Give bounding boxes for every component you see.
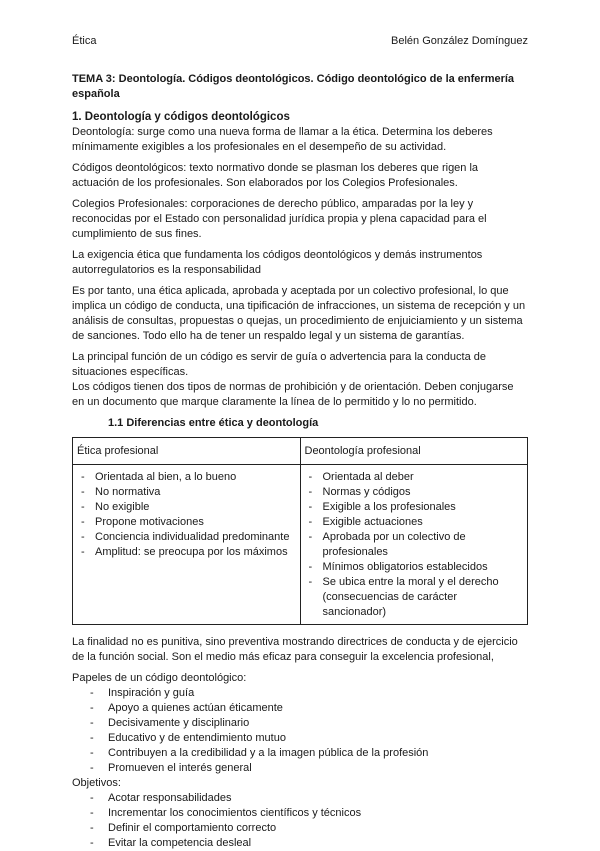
- list-item: - Contribuyen a la credibilidad y a la imagen pública de la profesión: [90, 746, 528, 761]
- list-item: - No normativa: [77, 485, 296, 500]
- list-item: - Mínimos obligatorios establecidos: [305, 560, 524, 575]
- list-item: - Acotar responsabilidades: [90, 791, 528, 806]
- objetivos-label: Objetivos:: [72, 777, 121, 789]
- header-author: Belén González Domínguez: [391, 35, 528, 47]
- paragraph-funcion: La principal función de un código es servir de guía o advertencia para la conducta de situaciones específicas.: [72, 351, 486, 378]
- paragraph-finalidad: La finalidad no es punitiva, sino preventiva mostrando directrices de conducta y de ejercicio de la función social. Son el medio más eficaz para conseguir la excelencia profesional,: [72, 636, 518, 663]
- paragraph-codigos: Códigos deontológicos: texto normativo donde se plasman los deberes que rigen la actuación de los profesionales. Son elaborados por los Colegios Profesionales.: [72, 162, 479, 189]
- deontologia-list: [305, 470, 524, 620]
- document-title: TEMA 3: Deontología. Códigos deontológicos. Código deontológico de la enfermería española: [72, 73, 515, 100]
- table-header-deontologia: Deontología profesional: [300, 438, 528, 465]
- paragraph-deontologia: Deontología: surge como una nueva forma de llamar a la ética. Determina los deberes mínimamente exigibles a los profesionales en el desempeño de su actividad.: [72, 126, 493, 153]
- etica-list: [77, 470, 296, 560]
- list-item: - Promueven el interés general: [90, 761, 528, 776]
- list-item: - Apoyo a quienes actúan éticamente: [90, 701, 528, 716]
- list-item: - Decisivamente y disciplinario: [90, 716, 528, 731]
- paragraph-exigencia: La exigencia ética que fundamenta los códigos deontológicos y demás instrumentos autorregulatorios es la responsabilidad: [72, 249, 483, 276]
- list-item: - Incrementar los conocimientos científicos y técnicos: [90, 806, 528, 821]
- list-item: - Aprobada por un colectivo de profesionales: [305, 530, 524, 560]
- paragraph-colegios: Colegios Profesionales: corporaciones de derecho público, amparadas por la ley y reconocidas por el Estado con personalidad jurídica propia y plena capacidad para el cumplimiento de sus fines.: [72, 198, 487, 240]
- comparison-table: [72, 437, 528, 625]
- table-cell-etica: [73, 465, 301, 625]
- list-item: - Se ubica entre la moral y el derecho (consecuencias de carácter sancionador): [305, 575, 524, 620]
- list-item: - Evitar la competencia desleal: [90, 836, 528, 851]
- document-body: [72, 72, 528, 851]
- list-item: - Exigible actuaciones: [305, 515, 524, 530]
- papeles-list: [72, 686, 528, 776]
- list-item: - Definir el comportamiento correcto: [90, 821, 528, 836]
- section-1-heading: 1. Deontología y códigos deontológicos: [72, 111, 290, 123]
- table-cell-deontologia: [300, 465, 528, 625]
- papeles-label: Papeles de un código deontológico:: [72, 672, 247, 684]
- header-subject: Ética: [72, 35, 97, 47]
- list-item: - Normas y códigos: [305, 485, 524, 500]
- table-header-etica: Ética profesional: [73, 438, 301, 465]
- list-item: - Orientada al bien, a lo bueno: [77, 470, 296, 485]
- list-item: - Orientada al deber: [305, 470, 524, 485]
- list-item: - Propone motivaciones: [77, 515, 296, 530]
- list-item: - No exigible: [77, 500, 296, 515]
- list-item: - Amplitud: se preocupa por los máximos: [77, 545, 296, 560]
- list-item: - Inspiración y guía: [90, 686, 528, 701]
- section-1-1-heading: 1.1 Diferencias entre ética y deontología: [108, 417, 319, 429]
- list-item: - Conciencia individualidad predominante: [77, 530, 296, 545]
- list-item: - Educativo y de entendimiento mutuo: [90, 731, 528, 746]
- paragraph-etica-aplicada: Es por tanto, una ética aplicada, aprobada y aceptada por un colectivo profesional, lo que implica un código de conducta, una tipificación de infracciones, un sistema de recepción y un análisis de consultas, propuestas o quejas, un procedimiento de enjuiciamiento y un sistema de sanciones. Todo ello ha de tener un respaldo legal y un sistema de garantías.: [72, 285, 526, 342]
- paragraph-normas: Los códigos tienen dos tipos de normas de prohibición y de orientación. Deben conjugarse en un documento que marque claramente la línea de lo permitido y lo no permitido.: [72, 381, 514, 408]
- page-header: [72, 34, 528, 49]
- list-item: - Exigible a los profesionales: [305, 500, 524, 515]
- objetivos-list: [72, 791, 528, 851]
